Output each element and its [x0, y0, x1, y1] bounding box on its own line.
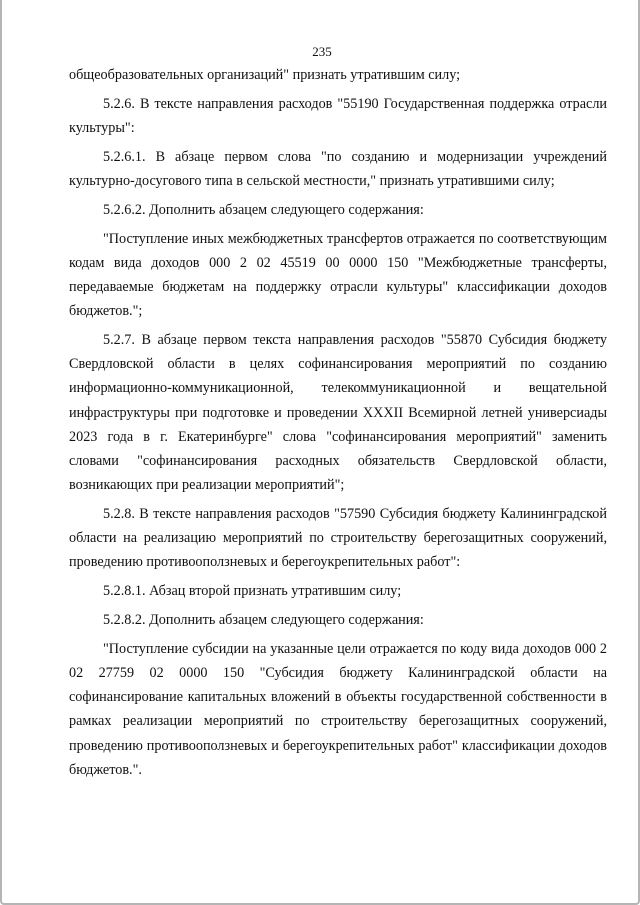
paragraph-5-2-8: 5.2.8. В тексте направления расходов "57590 Субсидия бюджету Калининградской области на реализацию мероприятий по строительству берегозащитных сооружений, проведению противооползневых и берегоукрепительных работ":	[69, 506, 607, 571]
paragraph-5-2-8-2: 5.2.8.2. Дополнить абзацем следующего содержания:	[103, 612, 424, 629]
paragraph-5-2-7: 5.2.7. В абзаце первом текста направления расходов "55870 Субсидия бюджету Свердловской области в целях софинансирования мероприятий по созданию информационно-коммуникационной, телекоммуникационной и вещательной инфраструктуры при подготовке и проведении XXXII Всемирной летней универсиады 2023 года в г. Екатеринбурге" слова "софинансирования мероприятий" заменить словами "софинансирования расходных обязательств Свердловской области, возникающих при реализации мероприятий";	[69, 332, 607, 494]
paragraph-5-2-6: 5.2.6. В тексте направления расходов "55190 Государственная поддержка отрасли культуры":	[69, 95, 607, 136]
paragraph-5-2-8-1: 5.2.8.1. Абзац второй признать утратившим силу;	[103, 583, 402, 600]
paragraph-5-2-6-2: 5.2.6.2. Дополнить абзацем следующего содержания:	[103, 201, 424, 218]
paragraph-5-2-6-1: 5.2.6.1. В абзаце первом слова "по созданию и модернизации учреждений культурно-досугового типа в сельской местности," признать утратившими силу;	[69, 148, 607, 189]
quoted-paragraph-transfers: "Поступление иных межбюджетных трансфертов отражается по соответствующим кодам вида доходов 000 2 02 45519 00 0000 150 "Межбюджетные трансферты, передаваемые бюджетам на поддержку отрасли культуры" классификации доходов бюджетов.";	[69, 230, 607, 320]
document-body	[69, 63, 607, 787]
paragraph-continuation: общеобразовательных организаций" признать утратившим силу;	[69, 67, 461, 83]
quoted-paragraph-subsidy: "Поступление субсидии на указанные цели отражается по коду вида доходов 000 2 02 27759 02 0000 150 "Субсидия бюджету Калининградской области на софинансирование капитальных вложений в объекты государственной собственности в рамках реализации мероприятий по строительству берегозащитных сооружений, проведению противооползневых и берегоукрепительных работ" классификации доходов бюджетов.".	[69, 640, 607, 778]
page-number: 235	[312, 44, 332, 59]
